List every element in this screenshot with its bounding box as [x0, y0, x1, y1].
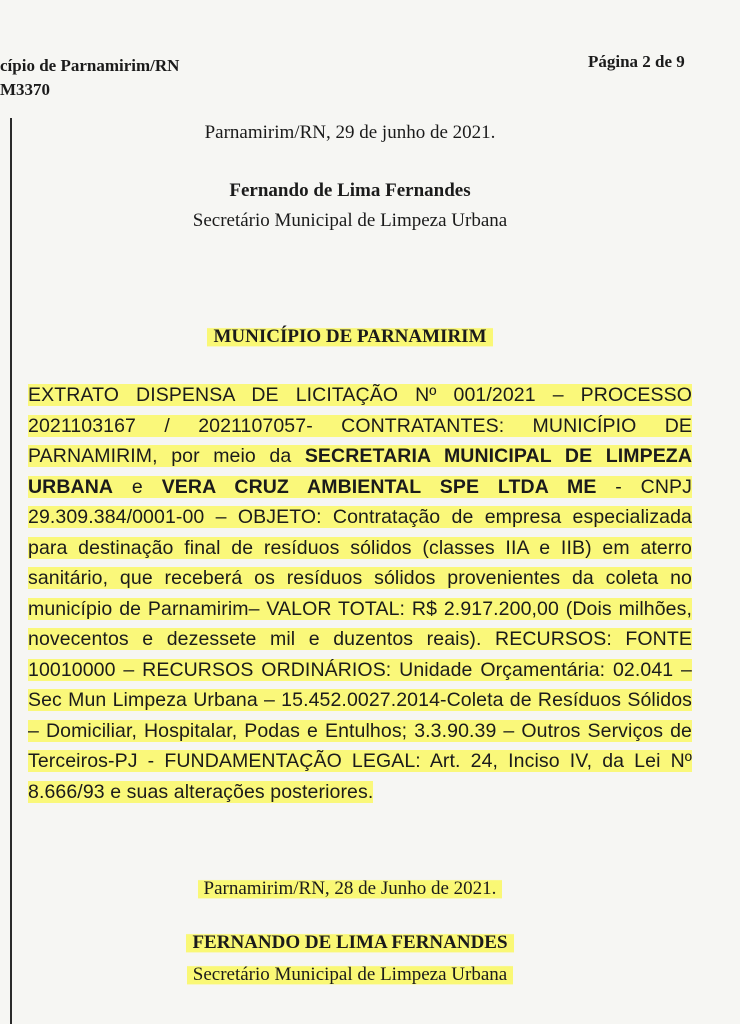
top-signer-name: Fernando de Lima Fernandes	[229, 180, 471, 201]
bottom-signer-name: FERNANDO DE LIMA FERNANDES	[186, 932, 513, 953]
header-municipality: cípio de Parnamirim/RN	[0, 56, 180, 75]
top-signer-role: Secretário Municipal de Limpeza Urbana	[192, 210, 508, 231]
header-code: M3370	[0, 80, 51, 99]
page-number: Página 2 de 9	[588, 52, 685, 71]
bottom-signer-role-wrap	[0, 964, 700, 986]
extract-conj: e	[113, 475, 162, 498]
extract-part1: EXTRATO DISPENSA DE LICITAÇÃO Nº 001/2021 – PROCESSO 2021103167 / 2021107057- CONTRATANTES: MUNICÍPIO DE PARNAMIRIM, por meio da	[28, 384, 692, 467]
bottom-signer-role: Secretário Municipal de Limpeza Urbana	[187, 964, 513, 985]
extract-party1: SECRETARIA MUNICIPAL DE LIMPEZA URBANA	[28, 445, 692, 498]
extract-part2: - CNPJ 29.309.384/0001-00 – OBJETO: Contratação de empresa especializada para destinação final de resíduos sólidos (classes IIA e IIB) em aterro sanitário, que receberá os resíduos sólidos provenientes da coleta no município de Parnamirim– VALOR TOTAL: R$ 2.917.200,00 (Dois milhões, novecentos e dezessete mil e duzentos reais). RECURSOS: FONTE 10010000 – RECURSOS ORDINÁRIOS: Unidade Orçamentária: 02.041 – Sec Mun Limpeza Urbana – 15.452.0027.2014-Coleta de Resíduos Sólidos – Domiciliar, Hospitalar, Podas e Entulhos; 3.3.90.39 – Outros Serviços de Terceiros-PJ - FUNDAMENTAÇÃO LEGAL: Art. 24, Inciso IV, da Lei Nº 8.666/93 e suas alterações posteriores.	[28, 475, 693, 803]
extract-paragraph	[28, 380, 692, 807]
section-title: MUNICÍPIO DE PARNAMIRIM	[207, 326, 492, 347]
bottom-place-date: Parnamirim/RN, 28 de Junho de 2021.	[198, 878, 503, 899]
bottom-signer-name-wrap	[0, 932, 700, 954]
bottom-place-date-wrap	[0, 878, 700, 900]
extract-party2: VERA CRUZ AMBIENTAL SPE LTDA ME	[161, 475, 597, 498]
top-place-date: Parnamirim/RN, 29 de junho de 2021.	[204, 122, 496, 143]
section-title-wrap	[0, 326, 700, 348]
document-header	[0, 54, 179, 102]
